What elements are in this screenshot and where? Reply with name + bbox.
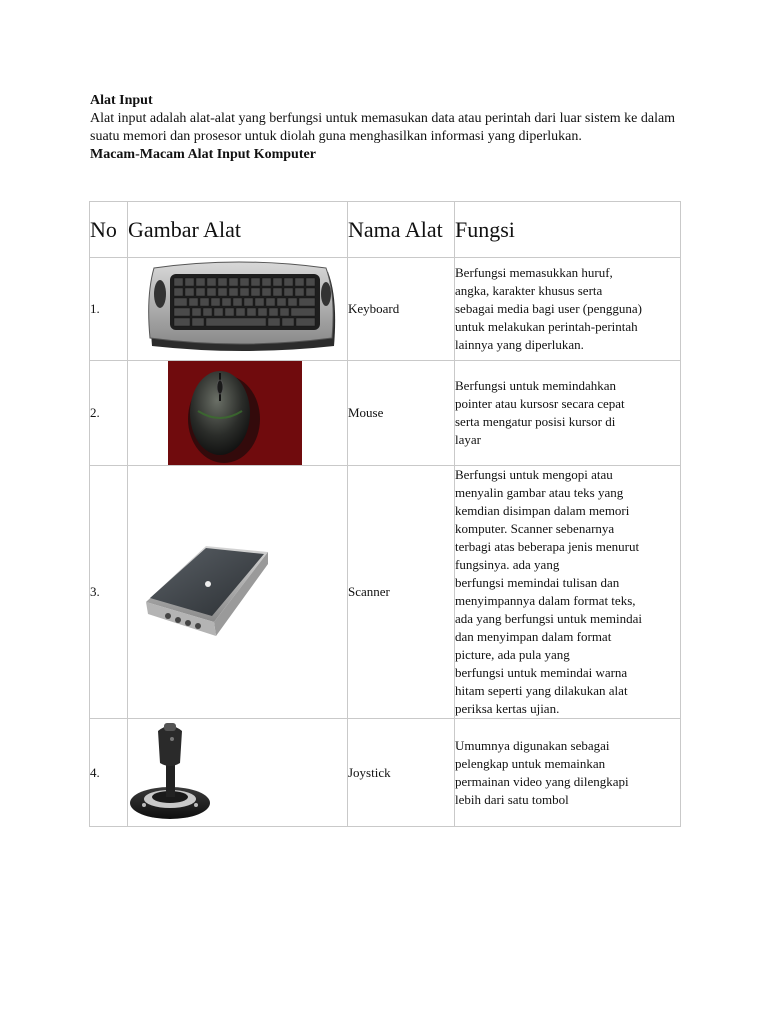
intro-section	[90, 92, 690, 164]
device-name: Joystick	[348, 719, 455, 827]
table-row	[90, 361, 681, 466]
device-function: Berfungsi memasukkan huruf, angka, karakter khusus serta sebagai media bagi user (pengguna) untuk melakukan perintah-perintah lainnya yang diperlukan.	[455, 258, 681, 361]
row-number: 1.	[90, 258, 128, 361]
row-number: 3.	[90, 466, 128, 719]
header-name: Nama Alat	[348, 202, 455, 258]
device-name: Scanner	[348, 466, 455, 719]
device-function: Berfungsi untuk mengopi atau menyalin gambar atau teks yang kemdian disimpan dalam memori komputer. Scanner sebenarnya terbagi atas beberapa jenis menurut fungsinya. ada yang berfungsi memindai tulisan dan menyimpannya dalam format teks, ada yang berfungsi untuk memindai dan menyimpan dalam format picture, ada pula yang berfungsi untuk memindai warna hitam seperti yang dilakukan alat periksa kertas ujian.	[455, 466, 681, 719]
table-header-row	[90, 202, 681, 258]
input-devices-table	[89, 201, 681, 827]
mouse-image	[128, 361, 348, 465]
scanner-image	[128, 532, 348, 652]
keyboard-image	[128, 258, 348, 360]
header-no: No	[90, 202, 128, 258]
device-name: Keyboard	[348, 258, 455, 361]
table-row	[90, 466, 681, 719]
row-number: 4.	[90, 719, 128, 827]
device-function: Umumnya digunakan sebagai pelengkap untuk memainkan permainan video yang dilengkapi lebih dari satu tombol	[455, 719, 681, 827]
joystick-image	[128, 719, 348, 826]
intro-paragraph: Alat input adalah alat-alat yang berfungsi untuk memasukan data atau perintah dari luar sistem ke dalam suatu memori dan prosesor untuk diolah guna menghasilkan informasi yang diperlukan.	[90, 111, 676, 144]
device-function: Berfungsi untuk memindahkan pointer atau kursosr secara cepat serta mengatur posisi kursor di layar	[455, 361, 681, 466]
device-name: Mouse	[348, 361, 455, 466]
intro-heading: Alat Input	[90, 93, 153, 108]
table-row	[90, 258, 681, 361]
header-image: Gambar Alat	[128, 202, 348, 258]
header-function: Fungsi	[455, 202, 681, 258]
table-caption: Macam-Macam Alat Input Komputer	[90, 147, 316, 162]
row-number: 2.	[90, 361, 128, 466]
table-row	[90, 719, 681, 827]
